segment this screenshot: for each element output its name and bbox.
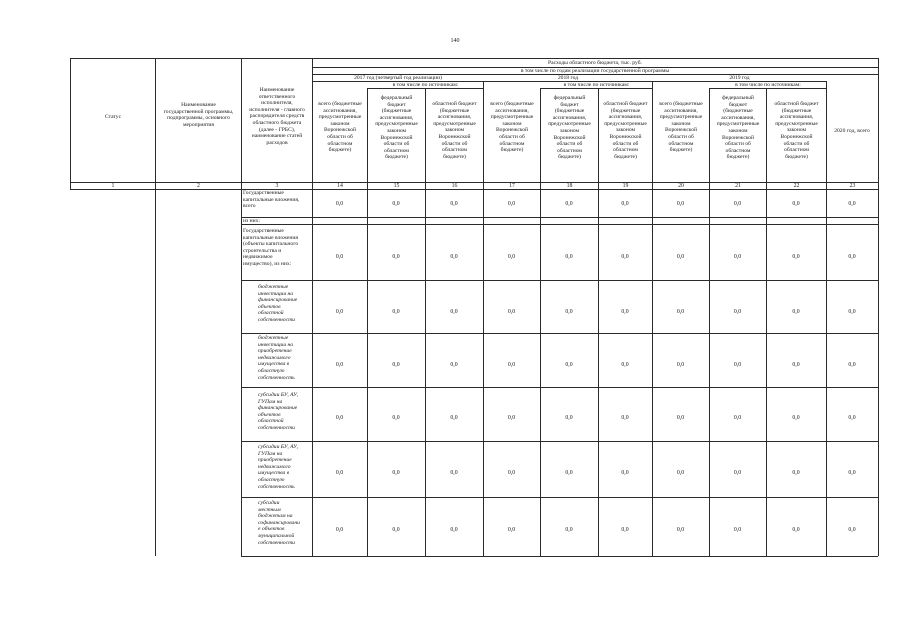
value-cell: 0,0 (565, 527, 573, 533)
value-cell: 0,0 (392, 470, 400, 476)
header-regional-2018: областной бюджет (бюджетные ассигнования, предусмотренные законом Воронежской области об областном бюджете) (603, 101, 648, 160)
col-border (70, 58, 71, 190)
value-cell: 0,0 (335, 527, 344, 533)
col-number: 21 (735, 183, 741, 189)
value-cell: 0,0 (848, 470, 856, 476)
value-cell: 0,0 (848, 527, 856, 533)
value-cell: 0,0 (792, 201, 800, 207)
col-border (826, 81, 827, 556)
value-cell: 0,0 (335, 362, 344, 368)
value-cell: 0,0 (335, 415, 344, 421)
header-sources-2019: в том числе по источникам: (735, 82, 801, 88)
value-cell: 0,0 (792, 254, 800, 260)
value-cell: 0,0 (676, 415, 685, 421)
row-line (241, 224, 878, 225)
value-cell: 0,0 (507, 470, 516, 476)
value-cell: 0,0 (507, 527, 516, 533)
row-label: субсидии БУ, АУ, ГУПам на финансирование объектов областной собственности (258, 392, 299, 431)
col-border (878, 58, 879, 556)
row-label: бюджетные инвестиции на приобретение недвижимого имущества в областную собственность (258, 335, 295, 381)
col-number: 14 (337, 183, 343, 189)
value-cell: 0,0 (621, 309, 629, 315)
value-cell: 0,0 (676, 201, 685, 207)
col-number: 18 (566, 183, 573, 189)
col-number: 16 (451, 183, 458, 189)
value-cell: 0,0 (392, 527, 400, 533)
header-year-2017: 2017 год (четвертый год реализации) (354, 75, 442, 81)
header-total-2018: всего (бюджетные ассигнования, предусмотренные законом Воронежской области об областном бюджете) (490, 101, 534, 154)
header-federal-2017: федеральный бюджет (бюджетные ассигнования, предусмотренные законом Воронежской области об областном бюджете) (375, 95, 418, 161)
row-label: из них: (243, 218, 260, 224)
header-year-2018: 2018 год (557, 75, 579, 81)
value-cell: 0,0 (335, 309, 344, 315)
value-cell: 0,0 (733, 415, 742, 421)
col-number: 19 (622, 183, 629, 189)
value-cell: 0,0 (676, 309, 685, 315)
value-cell: 0,0 (450, 309, 458, 315)
col-number: 23 (849, 183, 856, 189)
value-cell: 0,0 (848, 362, 856, 368)
header-regional-2017: областной бюджет (бюджетные ассигнования, предусмотренные законом Воронежской области об областном бюджете) (432, 101, 477, 160)
value-cell: 0,0 (733, 470, 742, 476)
row-line (241, 441, 878, 442)
value-cell: 0,0 (792, 362, 800, 368)
value-cell: 0,0 (507, 254, 516, 260)
value-cell: 0,0 (450, 254, 458, 260)
value-cell: 0,0 (450, 527, 458, 533)
value-cell: 0,0 (676, 527, 685, 533)
header-total-2019: всего (бюджетные ассигнования, предусмотренные законом Воронежской области об областном бюджете) (659, 101, 703, 154)
header-federal-2018: федеральный бюджет (бюджетные ассигнования, предусмотренные законом Воронежской области об областном бюджете) (548, 95, 591, 161)
value-cell: 0,0 (676, 470, 685, 476)
value-cell: 0,0 (733, 254, 742, 260)
col-number: 20 (678, 183, 684, 189)
value-cell: 0,0 (733, 527, 742, 533)
value-cell: 0,0 (507, 415, 516, 421)
row-line (241, 333, 878, 334)
row-line (241, 387, 878, 388)
row-line (241, 497, 878, 498)
value-cell: 0,0 (392, 415, 400, 421)
col-number: 15 (393, 183, 400, 189)
value-cell: 0,0 (507, 309, 516, 315)
value-cell: 0,0 (676, 254, 685, 260)
col-number: 1 (111, 183, 115, 189)
value-cell: 0,0 (792, 415, 800, 421)
value-cell: 0,0 (565, 201, 573, 207)
value-cell: 0,0 (507, 362, 516, 368)
header-status: Статус (104, 114, 122, 120)
header-total-2017: всего (бюджетные ассигнования, предусмотренные законом Воронежской области об областном бюджете) (318, 101, 362, 154)
page-number: 140 (450, 38, 460, 44)
value-cell: 0,0 (450, 362, 458, 368)
value-cell: 0,0 (450, 470, 458, 476)
header-year-2019: 2019 год (729, 75, 750, 81)
header-sources-2017: в том числе по источникам: (392, 82, 459, 88)
value-cell: 0,0 (848, 415, 856, 421)
col-number: 3 (275, 183, 279, 189)
col-border (241, 58, 242, 556)
value-cell: 0,0 (621, 362, 629, 368)
table-bottom-border (241, 556, 878, 557)
value-cell: 0,0 (565, 362, 573, 368)
value-cell: 0,0 (450, 415, 458, 421)
table-top-border (70, 58, 878, 59)
header-year-2020: 2020 год, всего (834, 128, 870, 134)
value-cell: 0,0 (792, 527, 800, 533)
header-expenses: Расходы областного бюджета, тыс. руб. (548, 60, 642, 66)
value-cell: 0,0 (792, 470, 800, 476)
value-cell: 0,0 (565, 470, 573, 476)
value-cell: 0,0 (335, 254, 344, 260)
value-cell: 0,0 (565, 415, 573, 421)
value-cell: 0,0 (335, 470, 344, 476)
value-cell: 0,0 (621, 470, 629, 476)
row-line (241, 280, 878, 281)
col-number: 2 (197, 183, 200, 189)
value-cell: 0,0 (507, 201, 516, 207)
value-cell: 0,0 (392, 201, 400, 207)
value-cell: 0,0 (450, 201, 458, 207)
column-number-bottom-border (70, 189, 878, 190)
row-line (241, 217, 878, 218)
value-cell: 0,0 (792, 309, 800, 315)
value-cell: 0,0 (335, 201, 344, 207)
row-label: Государственные капитальные вложения, всего (243, 190, 300, 210)
header-program-name: Наименование государственной программы, подпрограммы, основного мероприятия (163, 102, 234, 128)
value-cell: 0,0 (621, 415, 629, 421)
value-cell: 0,0 (848, 254, 856, 260)
header-federal-2019: федеральный бюджет (бюджетные ассигнования, предусмотренные законом Воронежской области об областном бюджете) (716, 95, 760, 161)
row-label: субсидии БУ, АУ, ГУПам на приобретение недвижимого имущества в областную собственность (258, 444, 299, 490)
col-number: 22 (793, 183, 800, 189)
value-cell: 0,0 (565, 309, 573, 315)
value-cell: 0,0 (848, 309, 856, 315)
value-cell: 0,0 (621, 527, 629, 533)
header-sources-2018: в том числе по источникам: (563, 82, 630, 88)
row-label: Государственные капитальные вложения (объекты капитального строительства и недвижимое имущество), из них: (243, 228, 299, 267)
value-cell: 0,0 (392, 309, 400, 315)
row-label: субсидии местным бюджетам на софинансировани е объектов муниципальной собственности (258, 500, 300, 546)
value-cell: 0,0 (733, 309, 742, 315)
value-cell: 0,0 (565, 254, 573, 260)
header-regional-2019: областной бюджет (бюджетные ассигнования, предусмотренные законом Воронежской области об областном бюджете) (774, 101, 819, 160)
value-cell: 0,0 (621, 201, 629, 207)
value-cell: 0,0 (733, 201, 742, 207)
value-cell: 0,0 (848, 201, 856, 207)
value-cell: 0,0 (392, 362, 400, 368)
header-by-years: в том числе по годам реализации государственной программы (520, 68, 670, 74)
col-number: 17 (509, 183, 515, 189)
value-cell: 0,0 (621, 254, 629, 260)
value-cell: 0,0 (733, 362, 742, 368)
header-executor: Наименование ответственного исполнителя, исполнителя - главного распорядителя средств областного бюджета (далее - ГРБС), наименование статей расходов (249, 87, 305, 146)
value-cell: 0,0 (392, 254, 400, 260)
value-cell: 0,0 (676, 362, 685, 368)
col-border (155, 58, 156, 556)
row-label: бюджетные инвестиции на финансирование объектов областной собственности (258, 284, 298, 323)
